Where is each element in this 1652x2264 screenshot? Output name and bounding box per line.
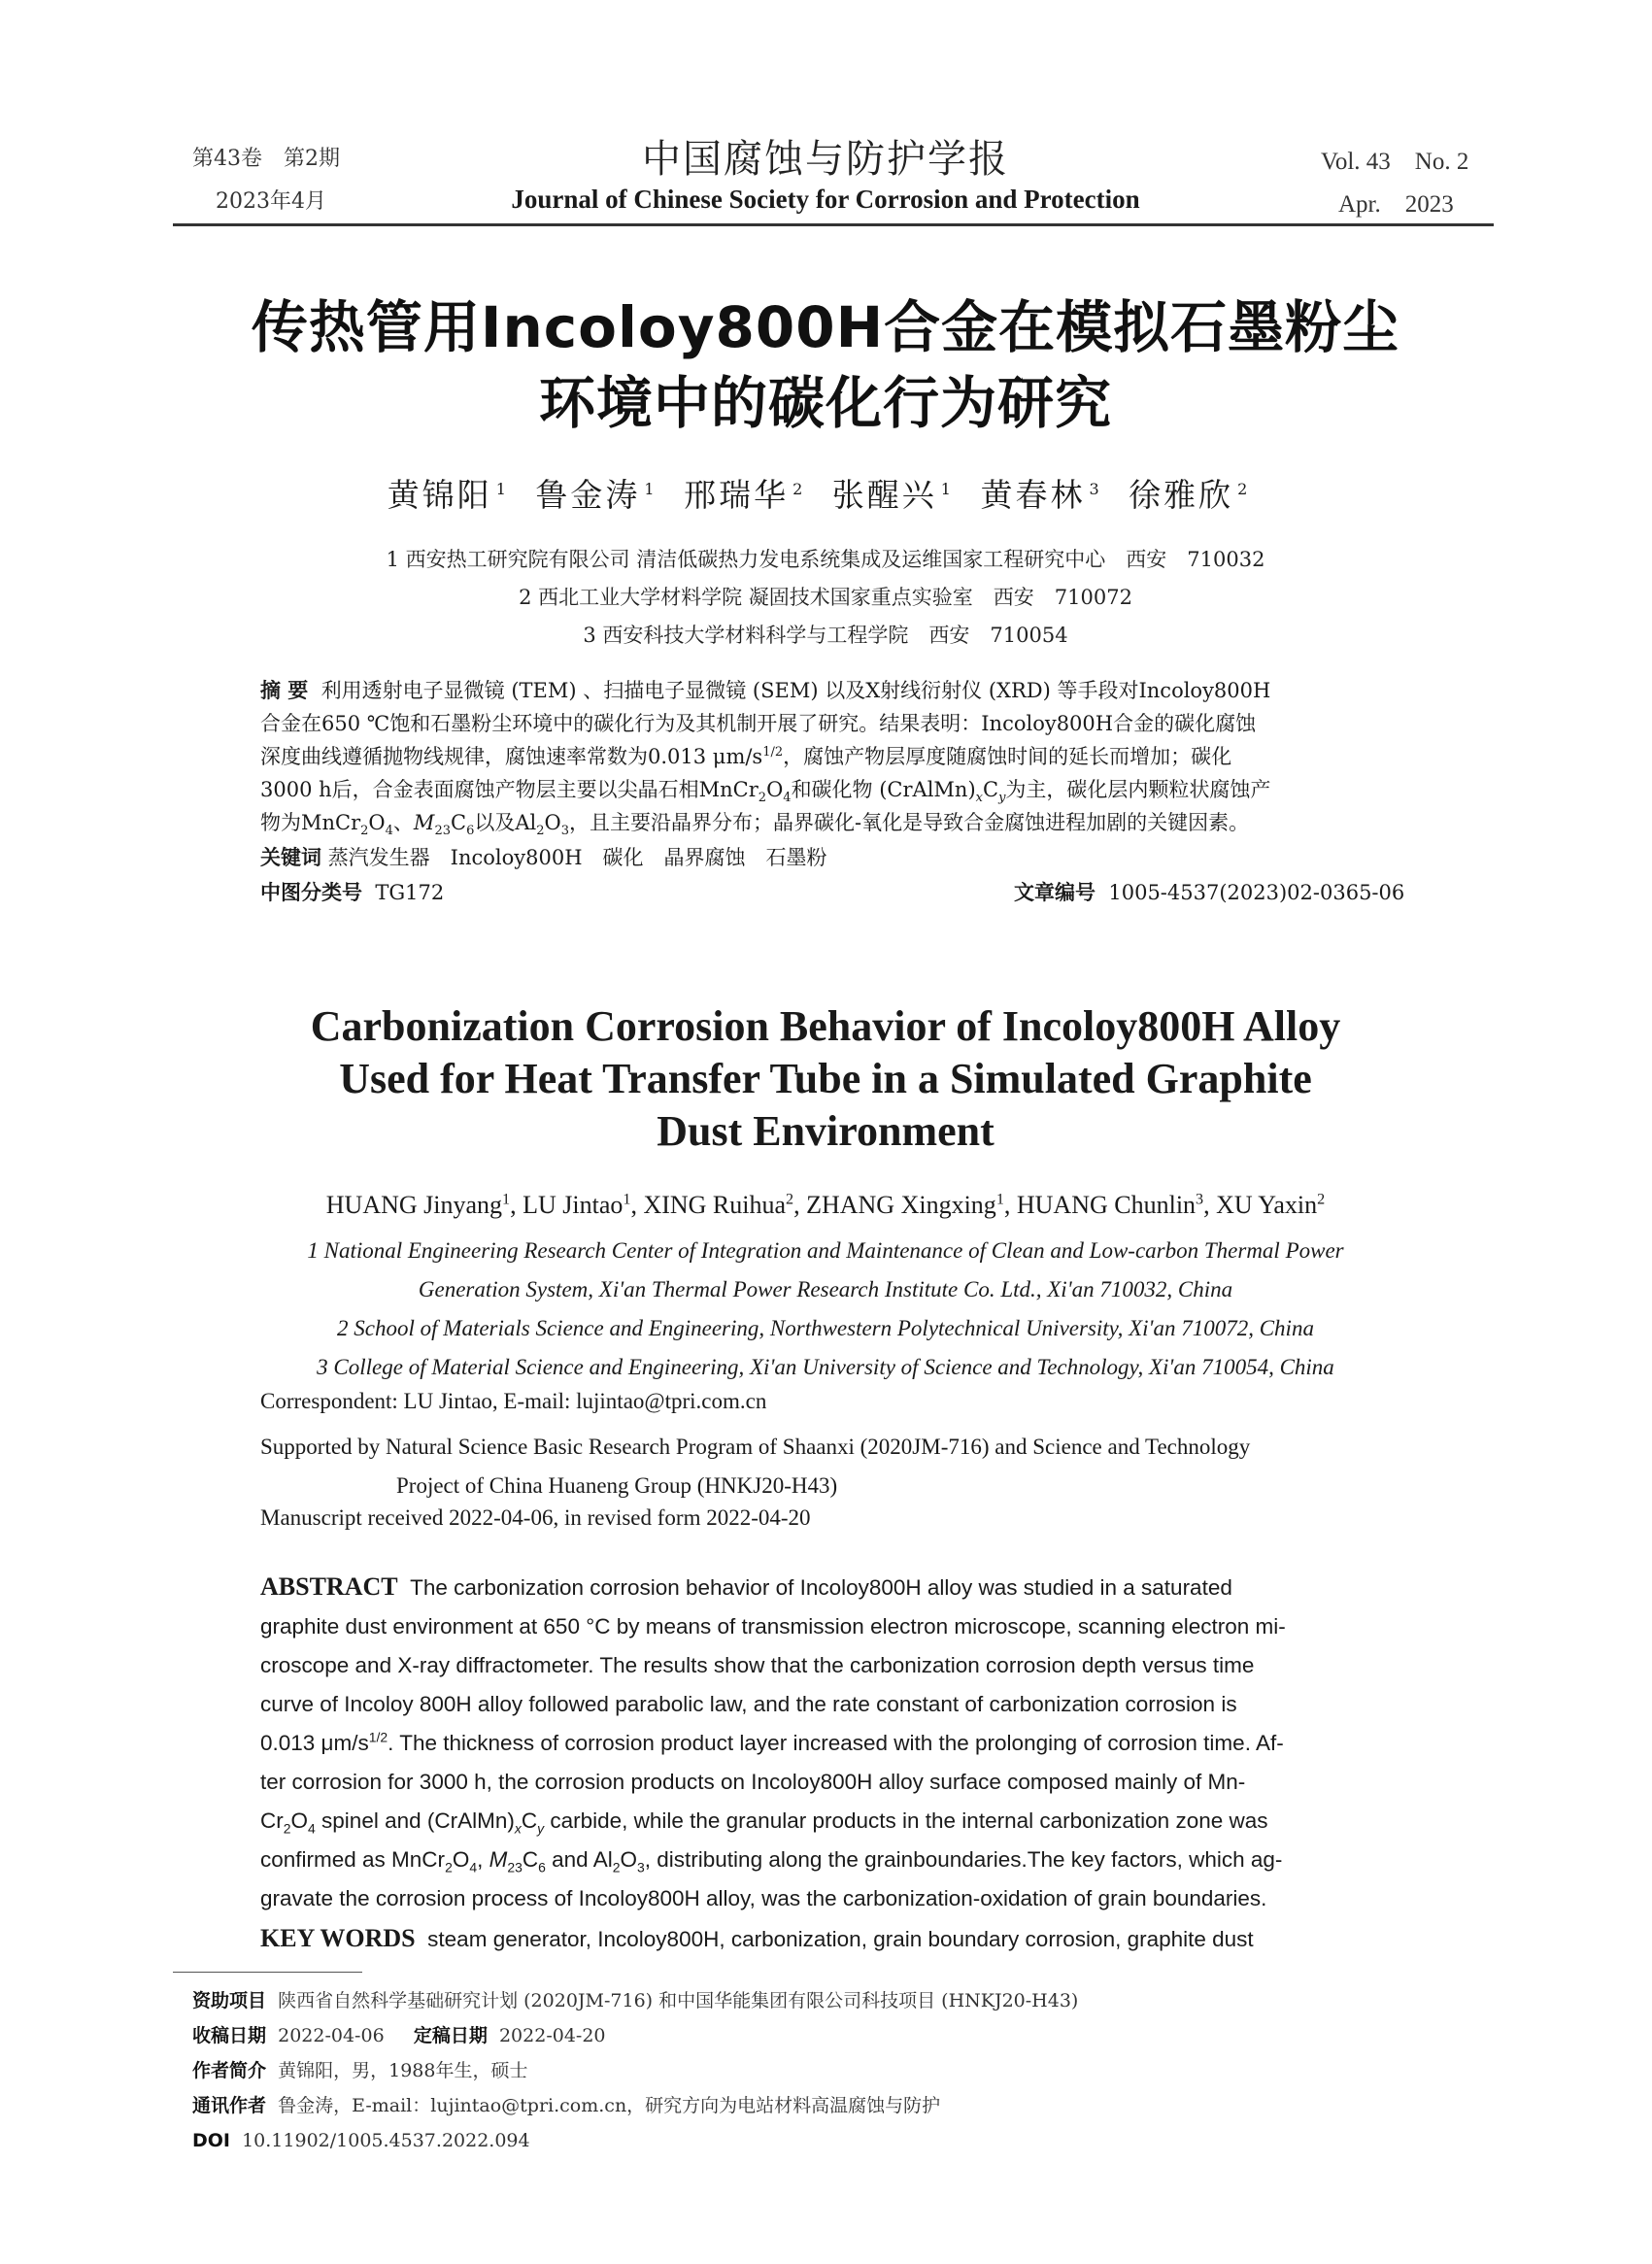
header-rule: [173, 223, 1494, 226]
author-en: LU Jintao$^1$: [523, 1191, 631, 1219]
affiliation-cn-3: 3 西安科技大学材料科学与工程学院 西安 710054: [583, 624, 1068, 647]
abstract-cn: 摘 要 利用透射电子显微镜 (TEM) 、扫描电子显微镜 (SEM) 以及X射线衍射仪 (XRD) 等手段对Incoloy800H 合金在650 ℃饱和石墨粉尘环境中的碳化行为及其机制开展了研究。结果表明：Incoloy800H合金的碳化腐蚀 深度曲线遵循抛物线规律，腐蚀速率常数为0.013 $\mu m/s^{1/2}$，腐蚀产物层厚度随腐蚀时间的延长而增加；碳化 3000 h后，合金表面腐蚀产物层主要以尖晶石相$MnCr_2O_4$和碳化物 $(CrAlMn)_xC_y$为主，碳化层内颗粒状腐蚀产 物为$MnCr_2O_4$、$M_{23}C_6$以及$Al_2O_3$，且主要沿晶界分布；晶界碳化-氧化是导致合金腐蚀进程加剧的关键因素。: [260, 679, 1271, 839]
correspondent: Correspondent: LU Jintao, E-mail: lujintao@tpri.com.cn: [260, 1389, 767, 1413]
keywords-cn: 关键词 蒸汽发生器 Incoloy800H 碳化 晶界腐蚀 石墨粉: [260, 846, 827, 869]
author-cn: 黄春林 $^3$: [980, 476, 1102, 514]
authors-en: HUANG Jinyang$^1$, LU Jintao$^1$, XING Ruihua$^2$, ZHANG Xingxing$^1$, HUANG Chunlin$^3$, XU Yaxin$^2$: [325, 1191, 1326, 1219]
abstract-en-label: ABSTRACT: [260, 1572, 398, 1601]
article-number-label: 文章编号: [1014, 881, 1096, 904]
classification-label: 中图分类号: [260, 881, 362, 904]
header-volume-cn: 第43卷 第2期: [192, 147, 340, 171]
author-cn: 徐雅欣 $^2$: [1129, 476, 1251, 514]
author-cn: 黄锦阳 $^1$: [387, 476, 509, 514]
authors-cn: [146, 470, 1505, 516]
footnote-doi: DOI 10.11902/1005.4537.2022.094: [192, 2130, 530, 2151]
title-cn-line1: 传热管用Incoloy800H合金在模拟石墨粉尘: [251, 294, 1400, 360]
footnote-corresponding: 通讯作者 鲁金涛，E-mail：lujintao@tpri.com.cn，研究方向为电站材料高温腐蚀与防护: [192, 2095, 941, 2116]
article-number: 文章编号 1005-4537(2023)02-0365-06: [1014, 881, 1405, 904]
keywords-en: KEY WORDS steam generator, Incoloy800H, carbonization, grain boundary corrosion, graphite dust: [260, 1924, 1254, 1952]
author-en: XU Yaxin$^2$: [1216, 1191, 1326, 1219]
author-en: ZHANG Xingxing$^1$: [806, 1191, 1004, 1219]
abstract-en: ABSTRACT The carbonization corrosion behavior of Incoloy800H alloy was studied in a saturated graphite dust environment at 650 °C by means of transmission electron microscope, scanning electron mi- croscope and X-ray diffractometer. The results show that the carbonization corrosion depth versus time curve of Incoloy 800H alloy followed parabolic law, and the rate constant of carbonization corrosion is 0.013 $\mu m/s^{1/2}$. The thickness of corrosion product layer increased with the prolonging of corrosion time. Af- ter corrosion for 3000 h, the corrosion products on Incoloy800H alloy surface composed mainly of Mn- $Cr_2O_4$ spinel and $(CrAlMn)_xC_y$ carbide, while the granular products in the internal carbonization zone was confirmed as $MnCr_2O_4$, $M_{23}C_6$ and $Al_2O_3$, distributing along the grainboundaries.The key factors, which ag- gravate the corrosion process of Incoloy800H alloy, was the carbonization-oxidation of grain boundaries.: [260, 1572, 1286, 1910]
affiliation-en-1: 1 National Engineering Research Center of Integration and Maintenance of Clean and Low-carbon Thermal Power Generation System, Xi'an Thermal Power Research Institute Co. Ltd., Xi'an 710032, China: [307, 1238, 1344, 1301]
manuscript-dates: Manuscript received 2022-04-06, in revised form 2022-04-20: [260, 1505, 811, 1530]
classification-number: 中图分类号 TG172: [260, 881, 445, 904]
footnotes: [192, 1983, 1078, 2158]
author-en: HUANG Jinyang$^1$: [325, 1191, 511, 1219]
journal-name-en: Journal of Chinese Society for Corrosion and Protection: [511, 185, 1140, 214]
author-cn: 鲁金涛 $^1$: [535, 476, 657, 514]
affiliation-cn-1: 1 西安热工研究院有限公司 清洁低碳热力发电系统集成及运维国家工程研究中心 西安 710032: [386, 548, 1265, 571]
author-cn: 邢瑞华 $^2$: [684, 476, 806, 514]
abstract-cn-label: 摘 要: [260, 679, 309, 702]
title-cn-line2: 环境中的碳化行为研究: [538, 370, 1112, 436]
footnote-dates: 收稿日期 2022-04-06 定稿日期 2022-04-20: [192, 2025, 606, 2046]
journal-name-cn: 中国腐蚀与防护学报: [642, 137, 1009, 182]
keywords-cn-label: 关键词: [260, 846, 321, 869]
author-cn: 张醒兴 $^1$: [831, 476, 954, 514]
footnote-author: 作者简介 黄锦阳，男，1988年生，硕士: [192, 2060, 528, 2081]
footnote-rule: [173, 1972, 362, 1973]
affiliation-en-3: 3 College of Material Science and Engineering, Xi'an University of Science and Technology, Xi'an 710054, China: [317, 1355, 1334, 1379]
supported-by: Supported by Natural Science Basic Research Program of Shaanxi (2020JM-716) and Science and Technology Project of China Huaneng Group (HNKJ20-H43): [260, 1435, 1251, 1498]
header-date-cn: 2023年4月: [216, 189, 326, 214]
title-en: Carbonization Corrosion Behavior of Incoloy800H Alloy Used for Heat Transfer Tube in a Simulated Graphite Dust Environment: [310, 1002, 1341, 1155]
header-date-en: Apr. 2023: [1338, 191, 1454, 218]
affiliation-cn-2: 2 西北工业大学材料学院 凝固技术国家重点实验室 西安 710072: [519, 586, 1132, 609]
keywords-en-label: KEY WORDS: [260, 1924, 416, 1952]
author-en: HUANG Chunlin$^3$: [1016, 1191, 1204, 1219]
author-en: XING Ruihua$^2$: [643, 1191, 794, 1219]
header-volume-en: Vol. 43 No. 2: [1321, 149, 1469, 175]
footnote-funding: 资助项目 陕西省自然科学基础研究计划 (2020JM-716) 和中国华能集团有限公司科技项目 (HNKJ20-H43): [192, 1990, 1079, 2011]
affiliation-en-2: 2 School of Materials Science and Engineering, Northwestern Polytechnical University, Xi'an 710072, China: [337, 1316, 1314, 1340]
